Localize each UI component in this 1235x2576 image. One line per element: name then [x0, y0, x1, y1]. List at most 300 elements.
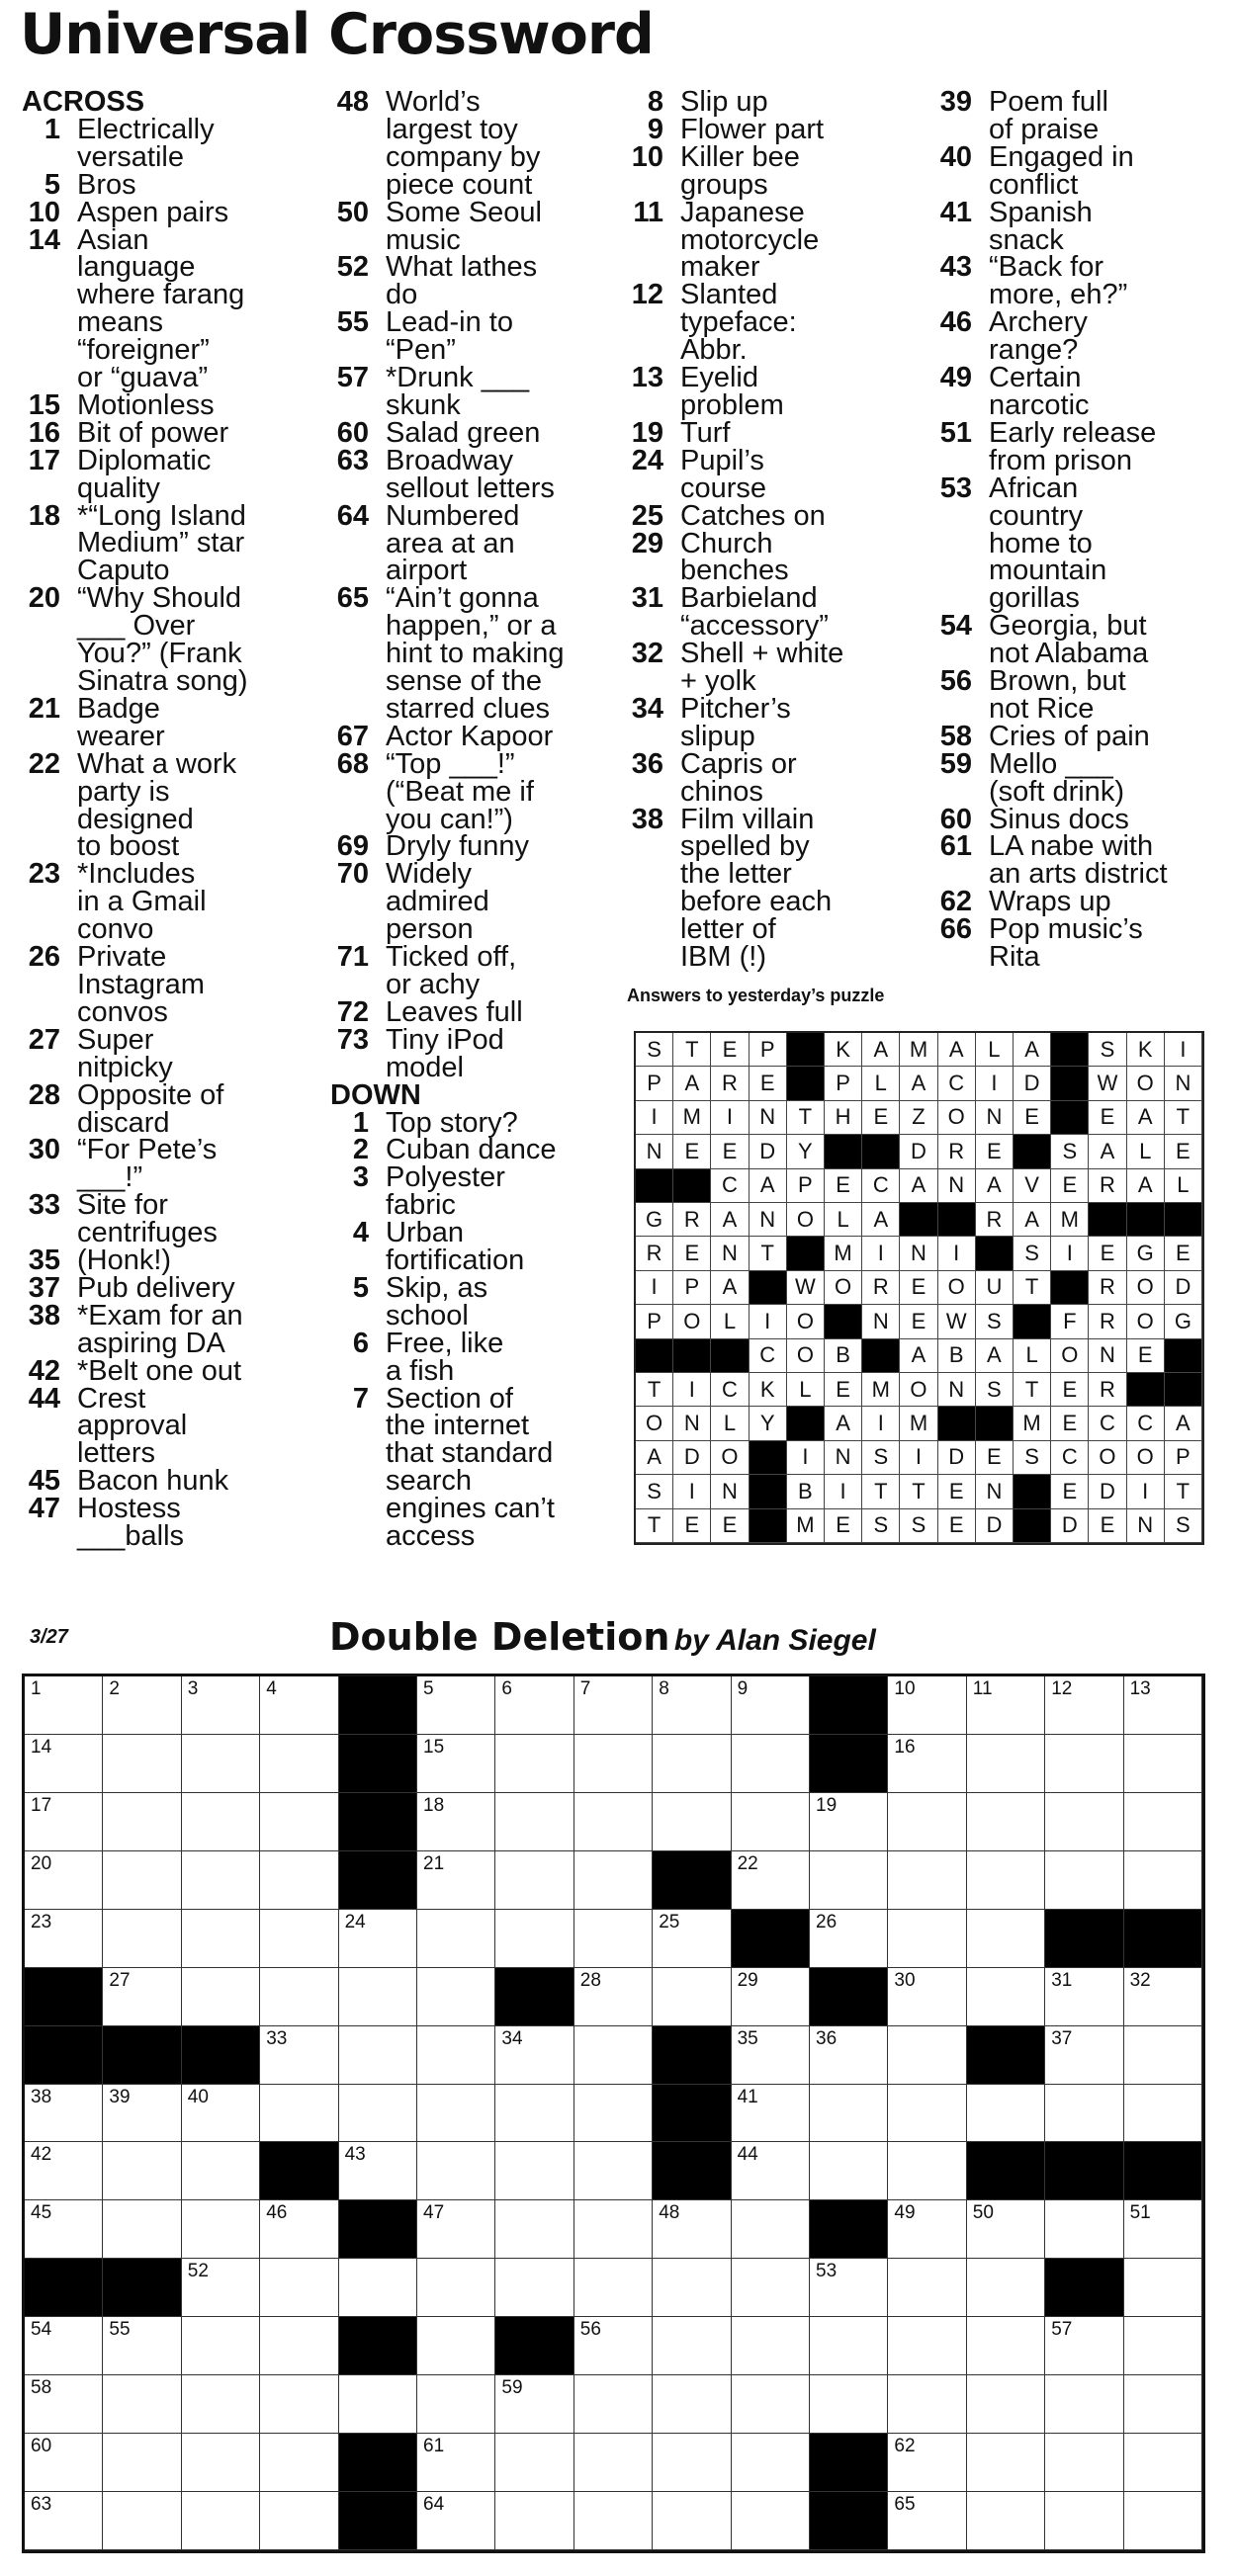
grid-cell[interactable] [1124, 2492, 1202, 2550]
grid-cell[interactable] [182, 1676, 260, 1735]
grid-cell[interactable] [810, 2026, 888, 2085]
black-square [653, 2142, 731, 2200]
clue-line: means [77, 306, 164, 339]
grid-cell[interactable] [888, 1851, 966, 1910]
answer-black-square [900, 1203, 937, 1237]
grid-cell[interactable] [103, 1676, 181, 1735]
grid-cell[interactable] [1045, 1793, 1123, 1851]
grid-cell[interactable] [967, 2259, 1045, 2317]
grid-cell[interactable] [260, 2375, 338, 2434]
clue-line: Badge [77, 692, 160, 725]
clue-text [77, 1354, 242, 1387]
grid-cell[interactable] [888, 2085, 966, 2143]
grid-cell[interactable] [495, 2200, 573, 2259]
grid-cell[interactable] [574, 1910, 653, 1968]
grid-cell[interactable] [417, 2200, 495, 2259]
grid-cell[interactable] [495, 2375, 573, 2434]
grid-cell[interactable] [888, 2434, 966, 2492]
answer-cell: P [1165, 1441, 1202, 1475]
grid-cell[interactable] [182, 1910, 260, 1968]
grid-cell[interactable] [25, 2434, 103, 2492]
answer-cell: N [1165, 1067, 1202, 1100]
clue-text [77, 499, 246, 587]
grid-cell[interactable] [339, 2026, 417, 2085]
grid-cell[interactable] [888, 1793, 966, 1851]
grid-cell[interactable] [182, 2085, 260, 2143]
grid-cell[interactable] [103, 1968, 181, 2026]
grid-cell[interactable] [574, 2317, 653, 2375]
grid-cell[interactable] [1124, 2434, 1202, 2492]
grid-cell[interactable] [888, 2259, 966, 2317]
answer-cell: I [673, 1373, 711, 1407]
clue-number: 57 [336, 362, 369, 394]
clue-text [77, 1247, 171, 1275]
clue-number: 5 [352, 1271, 369, 1304]
grid-cell[interactable] [653, 2259, 731, 2317]
grid-cell[interactable] [260, 2026, 338, 2085]
clue-number: 31 [631, 582, 663, 615]
grid-cell[interactable] [810, 1910, 888, 1968]
clue-line: mountain [989, 555, 1107, 587]
grid-cell[interactable] [417, 1676, 495, 1735]
cell-number: 42 [31, 2144, 52, 2166]
grid-cell[interactable] [732, 2317, 810, 2375]
clue-line: “For Pete’s [77, 1134, 218, 1166]
clue [328, 858, 565, 946]
grid-cell[interactable] [732, 1968, 810, 2026]
clue-number: 23 [28, 858, 60, 891]
clue-line: You?” (Frank [77, 638, 242, 670]
grid-cell[interactable] [339, 1968, 417, 2026]
grid-cell[interactable] [103, 2434, 181, 2492]
grid-cell[interactable] [103, 2200, 181, 2259]
grid-cell[interactable] [967, 1793, 1045, 1851]
clue-line: benches [680, 555, 789, 587]
grid-cell[interactable] [417, 2434, 495, 2492]
grid-cell[interactable] [1124, 2317, 1202, 2375]
clue-text [77, 941, 205, 1028]
grid-cell[interactable] [732, 2026, 810, 2085]
grid-cell[interactable] [732, 2142, 810, 2200]
grid-cell[interactable] [574, 2375, 653, 2434]
clue [623, 113, 843, 145]
grid-cell[interactable] [417, 2026, 495, 2085]
grid-cell[interactable] [888, 2492, 966, 2550]
clue-line: an arts district [989, 858, 1168, 891]
grid-cell[interactable] [103, 1735, 181, 1793]
clue-column-3 [623, 86, 844, 974]
grid-cell[interactable] [182, 2375, 260, 2434]
grid-cell[interactable] [25, 2200, 103, 2259]
grid-cell[interactable] [1124, 2375, 1202, 2434]
clue-number: 49 [939, 362, 972, 394]
grid-cell[interactable] [103, 2085, 181, 2143]
grid-cell[interactable] [1045, 1735, 1123, 1793]
answer-cell: I [787, 1441, 825, 1475]
grid-cell[interactable] [653, 1793, 731, 1851]
grid-cell[interactable] [103, 1910, 181, 1968]
clue-number: 16 [28, 416, 60, 449]
grid-cell[interactable] [260, 2085, 338, 2143]
clue-number: 19 [631, 416, 663, 449]
grid-cell[interactable] [653, 2375, 731, 2434]
clue-line: “Top ___!” [386, 747, 515, 780]
clue-line: Super [77, 1023, 154, 1056]
grid-cell[interactable] [1124, 1793, 1202, 1851]
grid-cell[interactable] [810, 1851, 888, 1910]
grid-cell[interactable] [495, 2142, 573, 2200]
grid-cell[interactable] [260, 2317, 338, 2375]
clue-number: 12 [631, 279, 663, 311]
answer-cell: I [976, 1067, 1014, 1100]
answer-cell: E [711, 1033, 749, 1067]
grid-cell[interactable] [810, 2259, 888, 2317]
grid-cell[interactable] [495, 1910, 573, 1968]
grid-cell[interactable] [888, 1676, 966, 1735]
clue-number: 38 [631, 803, 663, 835]
cell-number: 57 [1051, 2319, 1073, 2341]
grid-cell[interactable] [888, 2142, 966, 2200]
grid-cell[interactable] [1124, 2026, 1202, 2085]
grid-cell[interactable] [888, 1735, 966, 1793]
grid-cell[interactable] [1045, 2026, 1123, 2085]
grid-cell[interactable] [417, 1735, 495, 1793]
answer-cell: D [900, 1135, 937, 1168]
grid-cell[interactable] [495, 2434, 573, 2492]
clue [328, 995, 565, 1028]
grid-cell[interactable] [1045, 1851, 1123, 1910]
grid-cell[interactable] [732, 2434, 810, 2492]
grid-cell[interactable] [574, 2142, 653, 2200]
grid-cell[interactable] [810, 2142, 888, 2200]
answer-cell: W [938, 1305, 976, 1338]
grid-cell[interactable] [103, 1793, 181, 1851]
grid-cell[interactable] [732, 2492, 810, 2550]
grid-cell[interactable] [888, 2026, 966, 2085]
clue-number: 67 [336, 720, 369, 752]
clue-text [680, 582, 829, 643]
grid-cell[interactable] [810, 2317, 888, 2375]
grid-cell[interactable] [339, 2375, 417, 2434]
grid-cell[interactable] [810, 2375, 888, 2434]
grid-cell[interactable] [495, 1676, 573, 1735]
grid-cell[interactable] [103, 2492, 181, 2550]
answer-black-square [938, 1203, 976, 1237]
grid-cell[interactable] [574, 1735, 653, 1793]
grid-cell[interactable] [1045, 2200, 1123, 2259]
answer-cell: I [825, 1475, 862, 1508]
grid-cell[interactable] [260, 1735, 338, 1793]
grid-cell[interactable] [1124, 2259, 1202, 2317]
grid-cell[interactable] [182, 2434, 260, 2492]
grid-cell[interactable] [260, 1910, 338, 1968]
clue [931, 416, 1168, 476]
grid-cell[interactable] [260, 1793, 338, 1851]
answer-cell: P [750, 1033, 787, 1067]
grid-cell[interactable] [967, 2317, 1045, 2375]
grid-cell[interactable] [25, 1910, 103, 1968]
grid-cell[interactable] [574, 1676, 653, 1735]
clue-line: Flower part [680, 113, 825, 145]
grid-cell[interactable] [260, 2434, 338, 2492]
grid-cell[interactable] [967, 2375, 1045, 2434]
grid-cell[interactable] [653, 2200, 731, 2259]
clue-text [989, 472, 1107, 615]
clue-text [680, 527, 789, 587]
clue-number: 18 [28, 499, 60, 532]
grid-cell[interactable] [25, 2317, 103, 2375]
grid-cell[interactable] [732, 2259, 810, 2317]
black-square [810, 2200, 888, 2259]
grid-cell[interactable] [967, 1676, 1045, 1735]
grid-cell[interactable] [260, 1851, 338, 1910]
grid-cell[interactable] [25, 1676, 103, 1735]
grid-cell[interactable] [25, 2375, 103, 2434]
grid-cell[interactable] [1045, 2375, 1123, 2434]
grid-cell[interactable] [732, 1793, 810, 1851]
grid-cell[interactable] [25, 2085, 103, 2143]
grid-cell[interactable] [1124, 2200, 1202, 2259]
grid-cell[interactable] [339, 2259, 417, 2317]
clue-line: gorillas [989, 582, 1080, 615]
grid-cell[interactable] [1124, 1735, 1202, 1793]
grid-cell[interactable] [417, 2492, 495, 2550]
grid-cell[interactable] [574, 1793, 653, 1851]
answer-cell: D [1051, 1509, 1089, 1543]
grid-cell[interactable] [495, 2492, 573, 2550]
grid-cell[interactable] [888, 2375, 966, 2434]
grid-cell[interactable] [732, 2200, 810, 2259]
clue-line: maker [680, 251, 760, 284]
clue-line: Sinus docs [989, 803, 1129, 835]
clue-line: Early release [989, 416, 1157, 449]
answer-black-square [750, 1441, 787, 1475]
answer-cell: T [1165, 1475, 1202, 1508]
grid-cell[interactable] [967, 1851, 1045, 1910]
grid-cell[interactable] [967, 2085, 1045, 2143]
grid-cell[interactable] [1045, 1968, 1123, 2026]
grid-cell[interactable] [182, 2317, 260, 2375]
grid-cell[interactable] [182, 1793, 260, 1851]
cell-number: 2 [109, 1678, 120, 1699]
grid-cell[interactable] [25, 2492, 103, 2550]
answer-cell: A [711, 1203, 749, 1237]
cell-number: 4 [266, 1678, 277, 1699]
grid-cell[interactable] [732, 1676, 810, 1735]
grid-cell[interactable] [888, 2200, 966, 2259]
grid-cell[interactable] [574, 1851, 653, 1910]
clue-line: Pop music’s [989, 913, 1143, 946]
clue-text [77, 1493, 185, 1553]
grid-cell[interactable] [574, 1968, 653, 2026]
grid-cell[interactable] [574, 2434, 653, 2492]
clue-line: person [386, 913, 474, 946]
grid-cell[interactable] [260, 1968, 338, 2026]
grid-cell[interactable] [1045, 2434, 1123, 2492]
grid-cell[interactable] [495, 2026, 573, 2085]
grid-cell[interactable] [25, 2142, 103, 2200]
grid-cell[interactable] [495, 2085, 573, 2143]
grid-cell[interactable] [417, 2317, 495, 2375]
grid-cell[interactable] [495, 1793, 573, 1851]
clue-line: centrifuges [77, 1217, 218, 1249]
grid-cell[interactable] [574, 2492, 653, 2550]
clue-line: letters [77, 1437, 155, 1470]
grid-cell[interactable] [417, 1968, 495, 2026]
grid-cell[interactable] [574, 2200, 653, 2259]
grid-cell[interactable] [25, 1793, 103, 1851]
grid-cell[interactable] [1124, 2085, 1202, 2143]
grid-cell[interactable] [260, 1676, 338, 1735]
clue-line: Archery [989, 306, 1088, 339]
clue [623, 444, 843, 504]
grid-cell[interactable] [260, 2492, 338, 2550]
grid-cell[interactable] [574, 2259, 653, 2317]
grid-cell[interactable] [653, 1910, 731, 1968]
page-title: Universal Crossword [20, 2, 654, 67]
grid-cell[interactable] [417, 2085, 495, 2143]
grid-cell[interactable] [260, 2200, 338, 2259]
clue-line: Skip, as [386, 1271, 488, 1304]
grid-cell[interactable] [182, 1968, 260, 2026]
black-square [967, 2142, 1045, 2200]
clue-line: Film villain [680, 803, 815, 835]
grid-cell[interactable] [888, 1910, 966, 1968]
grid-cell[interactable] [1124, 1676, 1202, 1735]
grid-cell[interactable] [653, 2317, 731, 2375]
clue [20, 1247, 248, 1275]
clue-line: Catches on [680, 499, 826, 532]
grid-cell[interactable] [339, 1910, 417, 1968]
grid-cell[interactable] [417, 1851, 495, 1910]
grid-cell[interactable] [1045, 2085, 1123, 2143]
grid-cell[interactable] [417, 2375, 495, 2434]
clue-line: Crest [77, 1382, 146, 1415]
grid-cell[interactable] [1045, 1676, 1123, 1735]
clue-line: Pupil’s [680, 444, 764, 476]
grid-cell[interactable] [653, 1968, 731, 2026]
clue-text [386, 858, 489, 946]
clue-line: company by [386, 140, 541, 173]
grid-cell[interactable] [417, 2259, 495, 2317]
clue-line: Certain [989, 362, 1082, 394]
grid-cell[interactable] [417, 2142, 495, 2200]
grid-cell[interactable] [653, 2492, 731, 2550]
black-square [810, 1735, 888, 1793]
grid-cell[interactable] [182, 2142, 260, 2200]
clue-number: 10 [28, 196, 60, 228]
cell-number: 47 [423, 2202, 445, 2224]
grid-cell[interactable] [810, 2085, 888, 2143]
grid-cell[interactable] [732, 1735, 810, 1793]
grid-cell[interactable] [495, 2259, 573, 2317]
grid-cell[interactable] [339, 2085, 417, 2143]
clue-text [680, 444, 767, 504]
grid-cell[interactable] [967, 2200, 1045, 2259]
grid-cell[interactable] [967, 1968, 1045, 2026]
clue-number: 53 [939, 472, 972, 504]
clue [931, 610, 1168, 670]
clue-line: Cries of pain [989, 720, 1150, 752]
clue-line: convos [77, 995, 168, 1028]
grid-cell[interactable] [732, 2085, 810, 2143]
clue-line: convo [77, 913, 154, 946]
clue-number: 45 [28, 1465, 60, 1498]
clue-number: 8 [647, 86, 663, 118]
grid-cell[interactable] [967, 2434, 1045, 2492]
clue-line: aspiring DA [77, 1327, 225, 1359]
answer-cell: E [1051, 1475, 1089, 1508]
grid-cell[interactable] [103, 2317, 181, 2375]
clue-line: happen,” or a [386, 610, 557, 643]
clue-line: sellout letters [386, 472, 555, 504]
grid-cell[interactable] [182, 2200, 260, 2259]
clue-number: 20 [28, 582, 60, 615]
grid-cell[interactable] [182, 2259, 260, 2317]
answer-cell: E [1089, 1237, 1126, 1270]
grid-cell[interactable] [653, 1676, 731, 1735]
grid-cell[interactable] [653, 2434, 731, 2492]
black-square [653, 1851, 731, 1910]
grid-cell[interactable] [495, 1851, 573, 1910]
grid-cell[interactable] [574, 2026, 653, 2085]
black-square [653, 2026, 731, 2085]
grid-cell[interactable] [967, 2492, 1045, 2550]
grid-cell[interactable] [967, 1735, 1045, 1793]
grid-cell[interactable] [182, 1851, 260, 1910]
grid-cell[interactable] [25, 1851, 103, 1910]
grid-cell[interactable] [339, 2142, 417, 2200]
grid-cell[interactable] [732, 1851, 810, 1910]
clue-line: Eyelid [680, 362, 758, 394]
clue-text [386, 582, 565, 725]
cell-number: 5 [423, 1678, 434, 1699]
grid-cell[interactable] [25, 1735, 103, 1793]
grid-cell[interactable] [1045, 2317, 1123, 2375]
grid-cell[interactable] [888, 1968, 966, 2026]
grid-cell[interactable] [417, 1910, 495, 1968]
grid-cell[interactable] [260, 2259, 338, 2317]
clue-text [989, 362, 1090, 421]
grid-cell[interactable] [1124, 1968, 1202, 2026]
grid-cell[interactable] [103, 2375, 181, 2434]
answer-cell: S [636, 1475, 673, 1508]
clue-line: Site for [77, 1189, 168, 1222]
clue-text [680, 86, 768, 118]
grid-cell[interactable] [417, 1793, 495, 1851]
clue-number: 72 [336, 995, 369, 1028]
grid-cell[interactable] [1045, 2492, 1123, 2550]
grid-cell[interactable] [732, 2375, 810, 2434]
grid-cell[interactable] [495, 1735, 573, 1793]
grid-cell[interactable] [810, 1793, 888, 1851]
grid-cell[interactable] [182, 1735, 260, 1793]
grid-cell[interactable] [888, 2317, 966, 2375]
grid-cell[interactable] [103, 2142, 181, 2200]
grid-cell[interactable] [574, 2085, 653, 2143]
grid-cell[interactable] [653, 1735, 731, 1793]
clue-line: Broadway [386, 444, 513, 476]
grid-cell[interactable] [103, 1851, 181, 1910]
grid-cell[interactable] [182, 2492, 260, 2550]
grid-cell[interactable] [967, 1910, 1045, 1968]
clue-line: school [386, 1299, 469, 1331]
clue-line: nitpicky [77, 1051, 173, 1083]
answer-cell: H [825, 1101, 862, 1135]
answer-cell: A [900, 1339, 937, 1373]
clue [20, 941, 248, 1028]
grid-cell[interactable] [1124, 1851, 1202, 1910]
